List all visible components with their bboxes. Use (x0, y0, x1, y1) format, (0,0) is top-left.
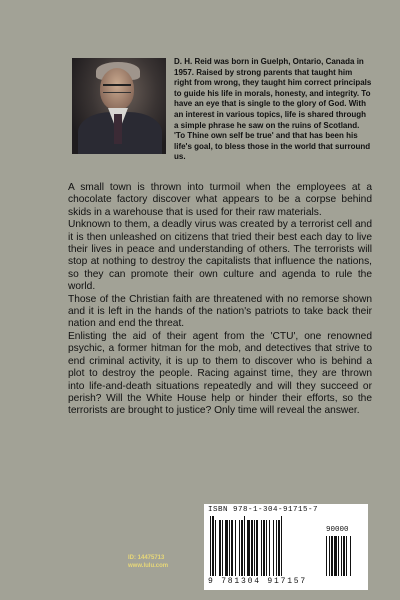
publisher-id (128, 554, 168, 570)
book-blurb (68, 182, 372, 418)
barcode-digits: 9 781304 917157 (208, 577, 308, 586)
isbn-label: ISBN 978-1-304-91715-7 (208, 506, 319, 514)
blurb-paragraph: Unknown to them, a deadly virus was created by a terrorist cell and it is then unleashed on citizens that tried their best each day to live their lives in peace and understanding of others. The terrorists will stop at nothing to destroy the capitalists that influence the nations, so they can promote their own culture and agenda to rule the world. (68, 219, 372, 293)
blurb-paragraph: A small town is thrown into turmoil when the employees at a chocolate factory discover what appears to be a corpse behind skids in a warehouse that is used for their raw materials. (68, 182, 372, 218)
author-photo (72, 58, 166, 154)
addon-barcode-bars (326, 536, 364, 576)
isbn-barcode (204, 504, 368, 590)
blurb-paragraph: Enlisting the aid of their agent from the 'CTU', one renowned psychic, a former hitman for the mob, and detectives that strive to end criminal activity, it is up to them to discover who is behind a plot to destroy the people. Racing against time, they are thrown into life-and-death situations repeatedly and will they succeed or perish? Will the White House help or hinder their efforts, so the terrorists are brought to justice? Only time will reveal the answer. (68, 330, 372, 417)
price-addon-label: 90000 (326, 526, 349, 534)
blurb-paragraph: Those of the Christian faith are threatened with no remorse shown and it is left in the hands of the nation's patriots to take back their nation and end the threat. (68, 293, 372, 330)
author-bio: D. H. Reid was born in Guelph, Ontario, Canada in 1957. Raised by strong parents that taught him right from wrong, they taught him correct principals to guide his life in morals, honesty, and integrity. To have an eye that is single to the glory of God. With an interest in various topics, life is shared through a simple phrase he saw on the ruins of Scotland. 'To Thine own self be true' and that has been his life's goal, to bless those in the world that surround us. (174, 57, 372, 162)
publisher-website: www.lulu.com (128, 563, 169, 569)
barcode-bars (210, 516, 320, 576)
publisher-id-number: ID: 14475713 (128, 555, 165, 561)
